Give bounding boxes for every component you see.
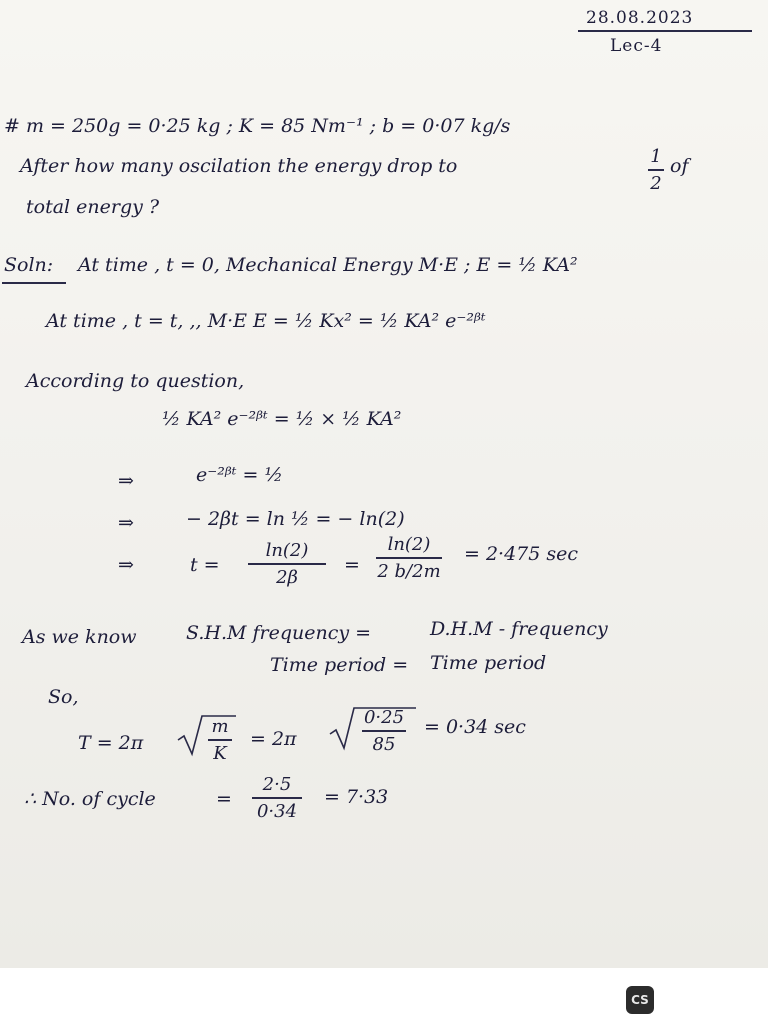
period-result: = 0·34 sec xyxy=(424,716,526,738)
implies-arrow-2: ⇒ xyxy=(118,512,134,534)
so-label: So, xyxy=(48,686,79,708)
date-stamp: 28.08.2023 xyxy=(586,8,694,28)
equation-4-result: = 2·475 sec xyxy=(464,543,579,565)
cycles-equals: = xyxy=(216,788,232,810)
cycles-result: = 7·33 xyxy=(324,786,389,808)
as-we-know: As we know xyxy=(22,626,137,648)
solution-underline xyxy=(2,282,66,284)
equation-4-equals: = xyxy=(344,554,360,576)
according-to-question: According to question, xyxy=(26,370,245,392)
equation-1: ½ KA² e⁻²ᵝᵗ = ½ × ½ KA² xyxy=(162,408,402,430)
lecture-label: Lec-4 xyxy=(610,36,663,56)
time-period-left: Time period = xyxy=(270,654,409,676)
equation-4-lhs: t = xyxy=(190,554,220,576)
question-of: of xyxy=(670,155,689,177)
dhm-frequency: D.H.M - frequency xyxy=(430,618,608,640)
energy-at-t: At time , t = t, ,, M·E E = ½ Kx² = ½ KA² e⁻²ᵝᵗ xyxy=(46,310,486,332)
question-line-1: After how many oscilation the energy drop to xyxy=(20,155,458,177)
implies-arrow-1: ⇒ xyxy=(118,470,134,492)
date-underline xyxy=(578,30,752,32)
period-fraction-values: 0·25 85 xyxy=(363,707,405,755)
time-period-right: Time period xyxy=(430,652,547,674)
period-middle: = 2π xyxy=(250,728,297,750)
given-values: # m = 250g = 0·25 kg ; K = 85 Nm⁻¹ ; b = 0·07 kg/s xyxy=(4,115,511,137)
equation-4-fraction-2: ln(2) 2 b/2m xyxy=(377,534,441,582)
camscanner-logo: CS xyxy=(626,986,654,1014)
equation-3: − 2βt = ln ½ = − ln(2) xyxy=(186,508,405,530)
question-half-fraction: 1 2 xyxy=(648,146,664,194)
shm-frequency: S.H.M frequency = xyxy=(186,622,372,644)
equation-4-fraction-1: ln(2) 2β xyxy=(248,540,326,588)
period-lhs: T = 2π xyxy=(78,732,144,754)
energy-at-t0: At time , t = 0, Mechanical Energy M·E ; E = ½ KA² xyxy=(78,254,578,276)
question-line-2: total energy ? xyxy=(26,196,160,218)
equation-2: e⁻²ᵝᵗ = ½ xyxy=(196,464,283,486)
period-fraction-m-over-k: m K xyxy=(208,716,232,764)
implies-arrow-3: ⇒ xyxy=(118,554,134,576)
solution-label: Soln: xyxy=(4,254,54,276)
cycles-label: ∴ No. of cycle xyxy=(24,788,156,810)
cycles-fraction: 2·5 0·34 xyxy=(252,774,302,822)
